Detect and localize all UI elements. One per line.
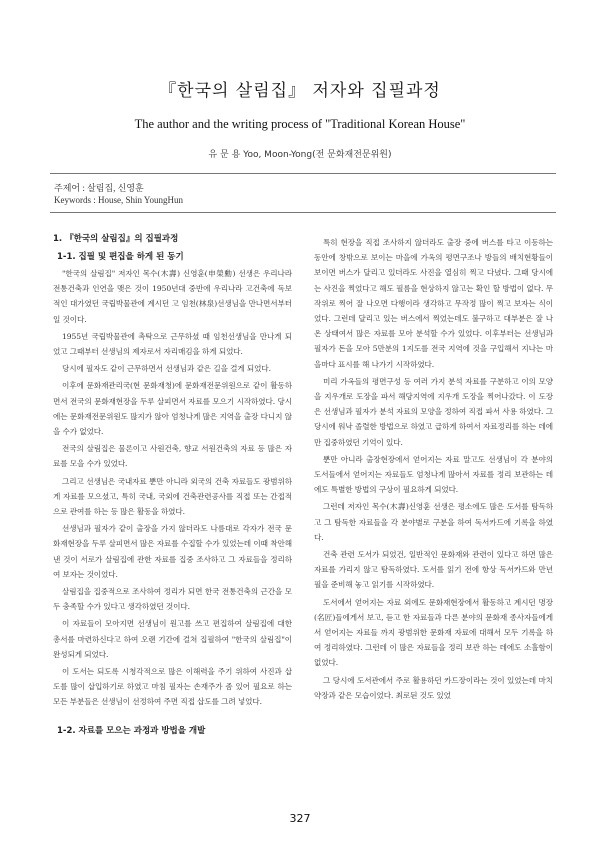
keywords-english: Keywords : House, Shin YoungHun xyxy=(54,195,184,205)
right-column xyxy=(314,235,553,705)
top-divider xyxy=(50,173,556,174)
subsection-heading: 1-2. 자료를 모으는 과정과 방법을 개발 xyxy=(57,725,206,736)
body-paragraph: 미리 가옥들의 평면구성 등 여러 가지 분석 자료를 구분하고 이의 모양을 지우개로 도장을 파서 해당지역에 지우개 도장을 찍어나갔다. 이 도장은 선생님과 필자가 분석 자료의 모양을 정하여 직접 파서 사용 하였다. 그 당시에 워낙 졸렬한 방법으로 하였고 급하게 하여서 자료정리를 하는 데에 만 집중하였던 기억이 있다. xyxy=(314,376,553,447)
body-paragraph: 이후에 문화재관리국(현 문화재청)에 문화재전문위원으로 같이 활동하면서 전국의 문화재현장을 두루 살피면서 자료를 모으기 시작하였다. 당시에는 문화재전문위원도 많지가 않아 엄청나게 많은 지역을 출장 다니지 않을 수가 없었다. xyxy=(53,381,292,437)
body-paragraph: 그 당시에 도서관에서 주로 활용하던 카드장이라는 것이 있었는데 마치 약장과 같은 모습이었다. 최로된 것도 있었 xyxy=(314,675,553,700)
section-heading: 1. 『한국의 살림집』의 집필과정 xyxy=(53,234,179,244)
body-paragraph: 살림집을 집중적으로 조사하여 정리가 되면 한국 전통건축의 근간을 모두 충족할 수가 있다고 생각하였던 것이다. xyxy=(53,587,292,612)
body-paragraph: 그리고 선생님은 국내자료 뿐만 아니라 외국의 건축 자료들도 광범위하게 자료를 모으셨고, 특히 국내, 국외에 건축관련공사를 직접 또는 간접적으로 관여를 하는 등 많은 활동을 하였다. xyxy=(53,476,292,517)
body-paragraph: 건축 관련 도서가 되었건, 일반적인 문화재와 관련이 있다고 하면 많은 자료를 가리지 않고 탐독하였다. 도서를 읽기 전에 항상 독서카드와 만년필을 준비해 놓고 읽기를 시작하였다. xyxy=(314,550,553,590)
body-paragraph: 특히 현장을 직접 조사하지 않더라도 출장 중에 버스를 타고 이동하는 동안에 창밖으로 보이는 마을에 가옥의 평면구조나 방들의 배치현황들이 보이면 버스가 달리고 있더라도 사진을 열심히 찍고 다녔다. 그때 당시에는 사진을 찍었다고 해도 필름을 현상하지 않고는 확인 할 방법이 없다. 무작위로 찍어 잘 나오면 다행이라 생각하고 무작정 많이 찍고 보자는 식이었다. 그런데 달리고 있는 버스에서 찍었는데도 불구하고 대부분은 잘 나온 상태여서 많은 자료를 모아 분석할 수가 있었다. 이후부터는 선생님과 필자가 돈을 모아 5만분의 1지도를 전국 지역에 것을 구입해서 지나는 마을마다 표시를 해 나가기 시작하였다. xyxy=(314,238,553,369)
body-paragraph: "한국의 살림집" 저자인 목수(木壽) 신영훈(申榮勳) 선생은 우리나라 전통건축과 인연을 맺은 것이 1950년대 중반에 우리나라 고건축에 독보적인 대가였던 국립박물관에 계시던 고 임천(林泉)선생님을 만나면서부터 일 것이다. xyxy=(53,269,292,324)
body-paragraph: 1955년 국립박물관에 촉탁으로 근무하셨 때 임천선생님을 만나게 되었고 그때부터 선생님의 제자로서 자리매김을 하게 되었다. xyxy=(53,331,292,357)
paper-subtitle: The author and the writing process of "Traditional Korean House" xyxy=(134,117,466,131)
author-line: 유 문 용 Yoo, Moon-Yong(전 문화재전문위원) xyxy=(208,150,392,160)
body-paragraph: 이 자료들이 모아지면 선생님이 원고를 쓰고 편집하여 살림집에 대한 총서를 마련하신다고 하여 오랜 기간에 걸쳐 집필하여 "한국의 살림집"이 완성되게 되었다. xyxy=(53,619,292,659)
bottom-divider xyxy=(50,212,556,213)
subsection-heading: 1-1. 집필 및 편집을 하게 된 동기 xyxy=(57,252,184,262)
body-paragraph: 선생님과 필자가 같이 출장을 가지 않더라도 나름대로 각자가 전국 문화재현장을 두루 살피면서 많은 자료를 수집할 수가 있었는데 이때 착안해낸 것이 서로가 살림집에 관한 자료를 집중 조사하고 그 자료들을 정리하여 보자는 것이었다. xyxy=(53,524,292,579)
body-paragraph: 뿐만 아니라 출장현장에서 얻어지는 자료 말고도 선생님이 각 분야의 도서들에서 얻어지는 자료들도 엄청나게 많아서 자료를 정리 보관하는 데에도 특별한 방법의 구상이 필요하게 되었다. xyxy=(314,454,553,495)
left-column xyxy=(53,232,292,740)
page-number: 327 xyxy=(289,812,311,825)
body-paragraph: 도서에서 얻어지는 자료 외에도 문화재현장에서 활동하고 계시던 명장(名匠)들에게서 보고, 듣고 한 자료들과 다른 분야의 문화재 종사자들에게서 얻어지는 자료들 까지 광범위한 문화재 자료에 대해서 모두 기록을 하여 정리하였다. 그런데 이 많은 자료들을 정리 보관 하는 데에도 소홀함이 없었다. xyxy=(314,597,553,668)
body-paragraph: 그런데 저자인 목수(木壽)신영훈 선생은 평소에도 많은 도서를 탐독하고 그 탐독한 자료들을 각 분야별로 구분을 하여 독서카드에 기록을 하였다. xyxy=(314,502,553,542)
body-paragraph: 당시에 필자도 같이 근무하면서 선생님과 같은 길을 걸게 되었다. xyxy=(62,364,271,374)
keywords-korean: 주제어 : 살림집, 신영훈 xyxy=(54,183,144,193)
paper-title: 『한국의 살림집』 저자와 집필과정 xyxy=(159,81,441,101)
body-paragraph: 이 도서는 되도록 시청각적으로 많은 이해력을 주기 위하여 사진과 삽도를 많이 삽입하기로 하였고 마침 필자는 손재주가 좀 있어 필요로 하는 모든 부분들은 선생님이 선정하여 주면 직접 삽도를 그려 넣었다. xyxy=(53,667,292,707)
body-paragraph: 전국의 살림집은 물론이고 사원건축, 향교 서원건축의 자료 등 많은 자료를 모을 수가 있었다. xyxy=(53,444,292,469)
